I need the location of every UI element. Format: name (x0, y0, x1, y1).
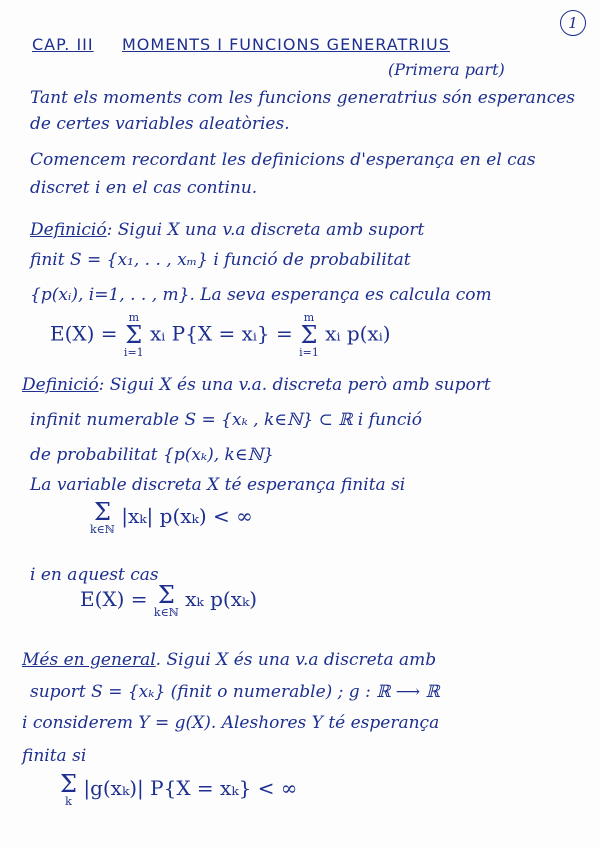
general-condition (60, 772, 297, 807)
intro-line-2: de certes variables aleatòries. (30, 114, 290, 134)
expectation-formula-finite (50, 312, 391, 358)
sum-symbol (60, 772, 77, 807)
chapter-title: MOMENTS I FUNCIONS GENERATRIUS (122, 35, 450, 54)
sigma-icon: Σ (300, 321, 318, 349)
formula-lhs: E(X) = (80, 587, 154, 611)
formula-body: xₖ p(xₖ) (178, 587, 258, 611)
formula-rhs: xᵢ p(xᵢ) (318, 321, 391, 346)
sum-index: k∈ℕ (90, 523, 115, 536)
sum-symbol-2 (299, 312, 319, 358)
formula-lhs: E(X) = (50, 321, 124, 346)
sum-upper-limit: m (128, 311, 139, 324)
sigma-icon: Σ (125, 321, 143, 349)
definition-2-line-4: La variable discreta X té esperança finita si (30, 475, 406, 495)
general-line-4: finita si (22, 746, 87, 766)
definition-1-text: : Sigui X una v.a discreta amb suport (106, 220, 425, 240)
sum-index: k∈ℕ (153, 606, 179, 619)
chapter-label: CAP. III (32, 35, 94, 54)
intro-line-4: discret i en el cas continu. (30, 178, 258, 198)
condition-body: |g(xₖ)| P{X = xₖ} < ∞ (76, 776, 298, 800)
condition-body: |xₖ| p(xₖ) < ∞ (114, 504, 253, 528)
sum-symbol (124, 312, 144, 358)
definition-2-line-1 (22, 375, 491, 395)
definition-1-line-1 (30, 220, 424, 240)
intro-line-3: Comencem recordant les definicions d'esperança en el cas (30, 150, 536, 170)
definition-2-line-2: infinit numerable S = {xₖ , k∈ℕ} ⊂ ℝ i funció (30, 410, 423, 430)
definition-1-line-2: finit S = {x₁, . . , xₘ} i funció de probabilitat (30, 250, 411, 270)
definition-2-label: Definició (22, 375, 99, 395)
sigma-icon: Σ (93, 498, 111, 526)
sum-index: k (65, 795, 72, 808)
sum-symbol (154, 583, 179, 618)
sum-symbol (90, 500, 115, 535)
finite-expectation-condition (90, 500, 253, 535)
sigma-icon: Σ (60, 770, 77, 798)
general-line-1 (22, 650, 436, 670)
definition-2-line-5: i en aquest cas (30, 565, 159, 585)
sum-lower-limit: i=1 (123, 346, 144, 359)
definition-1-line-3: {p(xᵢ), i=1, . . , m}. La seva esperança es calcula com (30, 285, 492, 305)
sum-upper-limit-2: m (303, 311, 315, 324)
chapter-subtitle: (Primera part) (388, 60, 505, 79)
general-text: . Sigui X és una v.a discreta amb (155, 650, 437, 670)
expectation-formula-infinite (80, 583, 257, 618)
general-line-2: suport S = {xₖ} (finit o numerable) ; g : ℝ ⟶ ℝ (30, 682, 440, 702)
general-label: Més en general (22, 650, 156, 670)
general-line-3: i considerem Y = g(X). Aleshores Y té esperança (22, 713, 440, 733)
sigma-icon: Σ (157, 581, 175, 609)
formula-middle: xᵢ P{X = xᵢ} = (143, 321, 300, 346)
definition-2-text: : Sigui X és una v.a. discreta però amb suport (98, 375, 491, 395)
intro-line-1: Tant els moments com les funcions generatrius són esperances (30, 88, 576, 108)
sum-lower-limit-2: i=1 (299, 346, 319, 359)
definition-2-line-3: de probabilitat {p(xₖ), k∈ℕ} (30, 445, 274, 465)
definition-1-label: Definició (30, 220, 107, 240)
page-number: 1 (560, 10, 586, 36)
